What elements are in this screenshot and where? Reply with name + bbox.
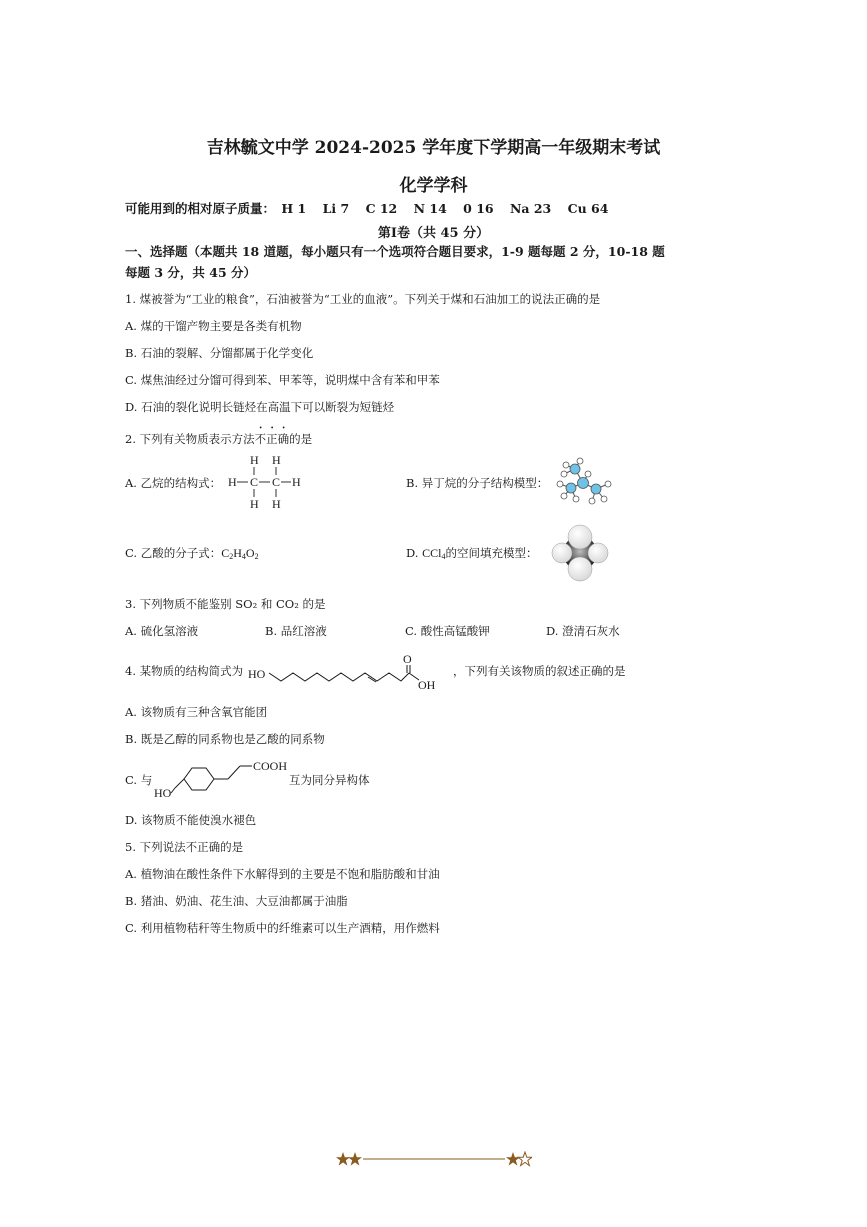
ethane-h-top-right: H [272,453,281,467]
q4-option-c-structure [148,757,296,801]
formula-sub: 4 [241,552,246,561]
ethane-h-top-left: H [250,453,259,467]
q3-option-c: C. 酸性高锰酸钾 [405,624,490,638]
q3-option-a: A. 硫化氢溶液 [125,624,199,638]
q3-option-d: D. 澄清石灰水 [546,624,620,638]
formula-ccl: CCl [422,546,442,560]
q2-stem-post: 的是 [289,432,313,446]
q4-carbonyl-o: O [403,652,412,666]
q4-option-a: A. 该物质有三种含氧官能团 [125,705,268,719]
atomic-mass-c: C 12 [365,201,398,216]
atomic-mass-na: Na 23 [509,201,552,216]
atomic-mass-cu: Cu 64 [567,201,609,216]
q2-option-d-prefix: D. [406,546,423,560]
q4-stem-post: ，下列有关该物质的叙述正确的是 [453,664,626,678]
q5-option-b: B. 猪油、奶油、花生油、大豆油都属于油脂 [125,894,348,908]
q1-option-b: B. 石油的裂解、分馏都属于化学变化 [125,346,314,360]
ethane-structure [224,451,314,513]
star-icon [506,1152,520,1166]
q2-option-a-label: A. 乙烷的结构式： [125,476,222,490]
star-icon [336,1152,350,1166]
part-heading-line1: 一、选择题（本题共 18 道题，每小题只有一个选项符合题目要求，1-9 题每题 2 分，10-18 题 [125,244,665,259]
formula-sub: 2 [229,552,234,561]
formula-sub: 4 [441,552,446,561]
q2-option-c [125,546,259,560]
q3-stem: 3. 下列物质不能鉴别 SO₂ 和 CO₂ 的是 [125,597,326,611]
atomic-mass-label: 可能用到的相对原子质量： [125,201,276,216]
formula-h: H [233,546,242,560]
star-icon [518,1152,532,1166]
exam-title: 吉林毓文中学 2024-2025 学年度下学期高一年级期末考试 [206,138,661,158]
q4-skeletal-structure [247,651,447,693]
q2-option-c-label: C. 乙酸的分子式： [125,546,222,560]
q5-option-c: C. 利用植物秸秆等生物质中的纤维素可以生产酒精，用作燃料 [125,921,440,935]
q3-option-b: B. 品红溶液 [265,624,327,638]
q4c-cooh-label: COOH [253,759,288,773]
q1-stem: 1. 煤被誉为“工业的粮食”，石油被誉为“工业的血液”。下列关于煤和石油加工的说法正确的是 [125,292,601,306]
atomic-mass-li: Li 7 [322,201,350,216]
formula-c: C [221,546,230,560]
q4-hydroxyl-oh: OH [418,678,436,692]
q4-option-b: B. 既是乙醇的同系物也是乙酸的同系物 [125,732,325,746]
ethane-h-left: H [228,475,237,489]
q5-option-a: A. 植物油在酸性条件下水解得到的主要是不饱和脂肪酸和甘油 [125,867,440,881]
ethane-h-right: H [292,475,301,489]
ethane-c-left: C [250,475,259,489]
atomic-mass-n: N 14 [413,201,447,216]
ccl4-formula [422,546,445,560]
acetic-acid-formula [221,546,258,560]
q1-option-d: D. 石油的裂化说明长链烃在高温下可以断裂为短链烃 [125,400,395,414]
q4c-ho-label: HO [154,786,172,800]
footer-decoration [336,1151,532,1169]
q2-option-b-label: B. 异丁烷的分子结构模型： [406,476,549,490]
part-heading-line2: 每题 3 分，共 45 分） [125,265,257,280]
q2-stem-emphasis: 不正确 [254,432,290,446]
q4-option-c-pre: C. 与 [125,773,153,787]
ethane-c-right: C [272,475,281,489]
ethane-h-bottom-left: H [250,497,259,511]
formula-o: O [245,546,255,560]
subject-title: 化学学科 [399,176,468,196]
atomic-mass-o: 0 16 [463,201,494,216]
ccl4-space-filling-model [550,524,610,582]
q1-option-a: A. 煤的干馏产物主要是各类有机物 [125,319,302,333]
q2-option-d-label: 的空间填充模型： [445,546,538,560]
q1-option-c: C. 煤焦油经过分馏可得到苯、甲苯等，说明煤中含有苯和甲苯 [125,373,440,387]
q2-option-d [406,546,537,560]
q4-ho-label: HO [248,667,266,681]
q5-stem: 5. 下列说法不正确的是 [125,840,244,854]
q4-option-d: D. 该物质不能使溴水褪色 [125,813,257,827]
atomic-mass-line [125,202,608,216]
formula-sub: 2 [254,552,259,561]
atomic-mass-h: H 1 [281,201,307,216]
q4-stem-pre: 4. 某物质的结构简式为 [125,664,244,678]
q4-option-c-post: 互为同分异构体 [289,773,370,787]
star-icon [348,1152,362,1166]
ethane-h-bottom-right: H [272,497,281,511]
isobutane-ball-stick-model [552,456,618,506]
q2-stem-pre: 2. 下列有关物质表示方法 [125,432,255,446]
q2-stem [125,425,312,446]
section-title: 第Ⅰ卷（共 45 分） [377,226,490,241]
